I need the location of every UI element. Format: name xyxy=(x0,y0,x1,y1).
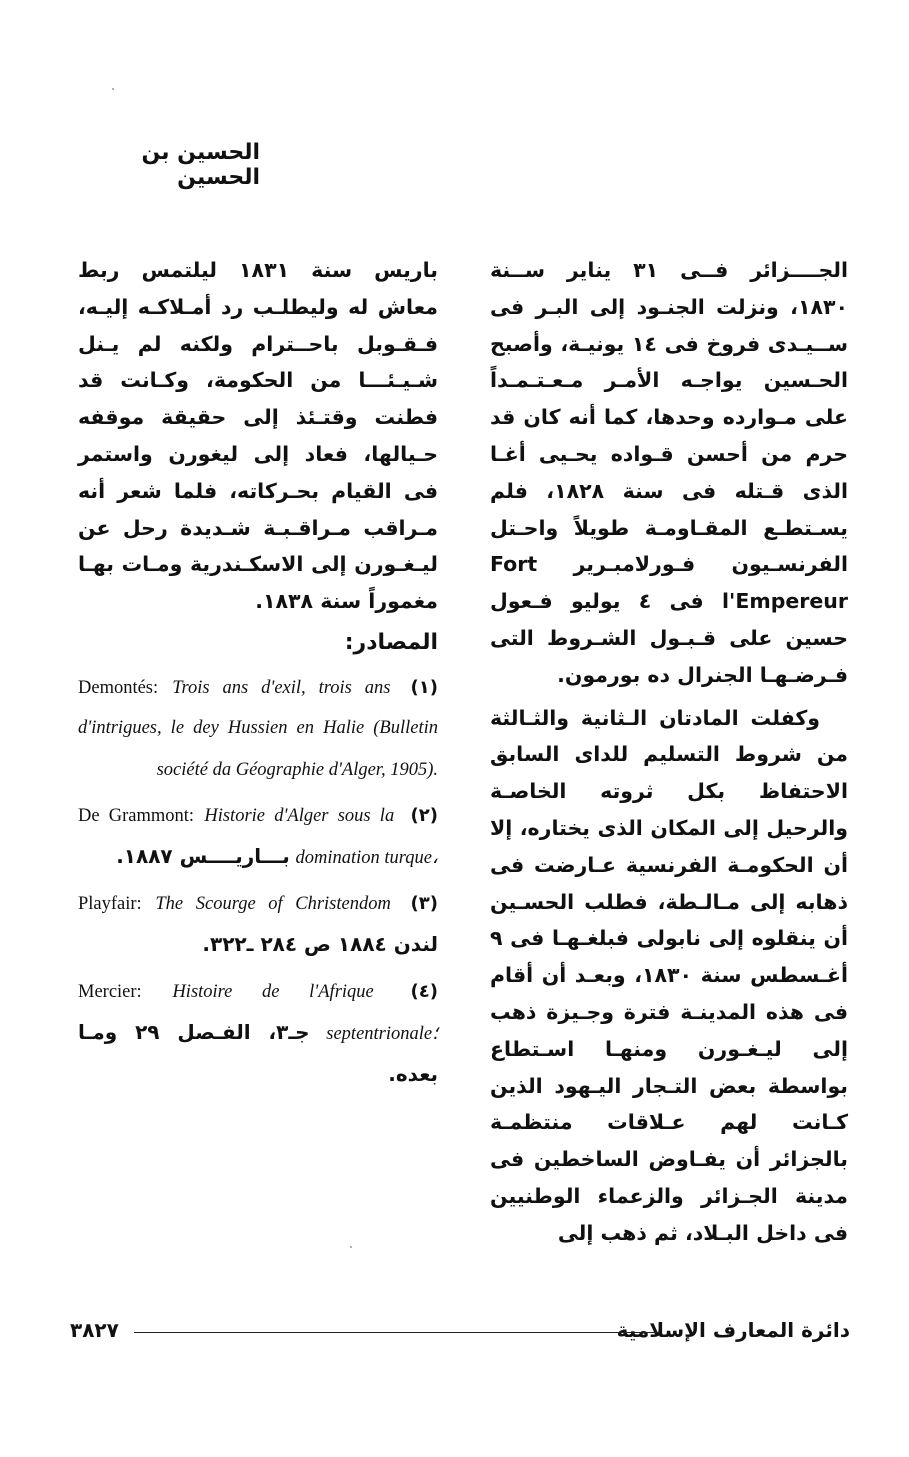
right-column xyxy=(490,252,848,1252)
source-entry xyxy=(78,796,438,878)
footer-rule xyxy=(134,1332,660,1333)
source-title: Histoire de l'Afrique septentrionale؛ xyxy=(172,981,438,1044)
page-number: ٣٨٢٧ xyxy=(70,1318,119,1342)
source-author: Playfair: xyxy=(78,893,142,914)
left-column xyxy=(78,252,438,1102)
source-number: (٣) xyxy=(410,892,438,914)
source-arabic: جـ٣، الفـصل ٢٩ ومـا بعده. xyxy=(78,1019,438,1086)
source-entry xyxy=(78,668,438,790)
paragraph: الجــــزائر فــى ٣١ يناير ســنة ١٨٣٠، ونزلت الجنـود إلى البـر فى ســيـدى فروخ فى ١٤ يونيـة، وأصبح الحـسين يواجـه الأمـر مـعـتـمـداً على مـوارده وحدها، كما أنه كان قد حرم من أحسن قـواده يحـيى أغـا الذى قـتله فى سنة ١٨٢٨، فلم يسـتطـع المقـاومـة طويلاً واحـتل الفرنسـيون فـورلامبـرير Fort l'Empereur فى ٤ يوليو فـعول حسين على قـبـول الشـروط التى فـرضـهـا الجنرال ده بورمون. xyxy=(490,258,849,687)
scan-speck xyxy=(112,88,114,90)
source-title: Historie d'Alger sous la domination turque، xyxy=(204,805,438,868)
source-title: Trois ans d'exil, trois ans d'intrigues, le dey Hussien en Halie (Bulletin société da Géographie d'Alger, 1905). xyxy=(78,677,438,780)
paragraph: باريس سنة ١٨٣١ ليلتمس ربط معاش له وليطلـب رد أمـلاكـه إليـه، فـقـوبل باحــترام ولكنه لم يـنل شـيـئـــا من الحكومة، وكـانت قد فطنت وقتـئذ إلى حقيقة موقفه حـيالها، فعاد إلى ليغورن واستمر فى القيام بحـركاته، فلما شعر أنه مـراقب مـراقـبـة شـديدة رحل عن ليـغـورن إلى الاسكـندرية ومـات بهـا مغموراً سنة ١٨٣٨. xyxy=(78,258,439,614)
paragraph: وكفلت المادتان الـثانية والثـالثة من شروط التسليم للداى السابق الاحتفاظ بكل ثروته الخاصـة والرحيل إلى المكان الذى يختاره، إلا أن الحكومـة الفرنسية عـارضت فى ذهابه إلى مـالـطة، فطلب الحسـين أن ينقلوه إلى نابولى فبلغـهـا فى ٩ أغـسطس سنة ١٨٣٠، وبعـد أن أقام فى هذه المدينـة فترة وجـيزة ذهب إلى ليـغـورن ومنهـا اسـتطاع بواسطة بعض التـجار اليـهود الذين كـانت لهم عـلاقات منتظمـة بالجزائر أن يفـاوض الساخطين فى مدينة الجـزائر والزعماء الوطنيين فى داخل البـلاد، ثم ذهب إلى xyxy=(490,705,848,1245)
source-arabic: بـــاريــــس ١٨٨٧. xyxy=(116,843,290,868)
source-author: De Grammont: xyxy=(78,805,195,826)
source-author: Demontés: xyxy=(78,677,159,698)
footer-journal-title: دائرة المعارف الإسلامية xyxy=(616,1318,850,1342)
source-number: (٢) xyxy=(410,804,438,826)
source-number: (٤) xyxy=(410,980,438,1002)
source-title: The Scourge of Christendom xyxy=(155,893,391,914)
running-head-title: الحسين بن الحسين xyxy=(141,140,260,190)
sources-heading: المصادر: xyxy=(344,629,438,655)
page-footer xyxy=(70,1318,850,1348)
source-entry xyxy=(78,972,438,1096)
source-author: Mercier: xyxy=(78,981,142,1002)
scan-speck xyxy=(350,1246,352,1248)
source-number: (١) xyxy=(410,676,439,698)
source-entry xyxy=(78,884,438,966)
source-arabic: لندن ١٨٨٤ ص ٢٨٤ ـ٣٢٢. xyxy=(202,931,438,956)
